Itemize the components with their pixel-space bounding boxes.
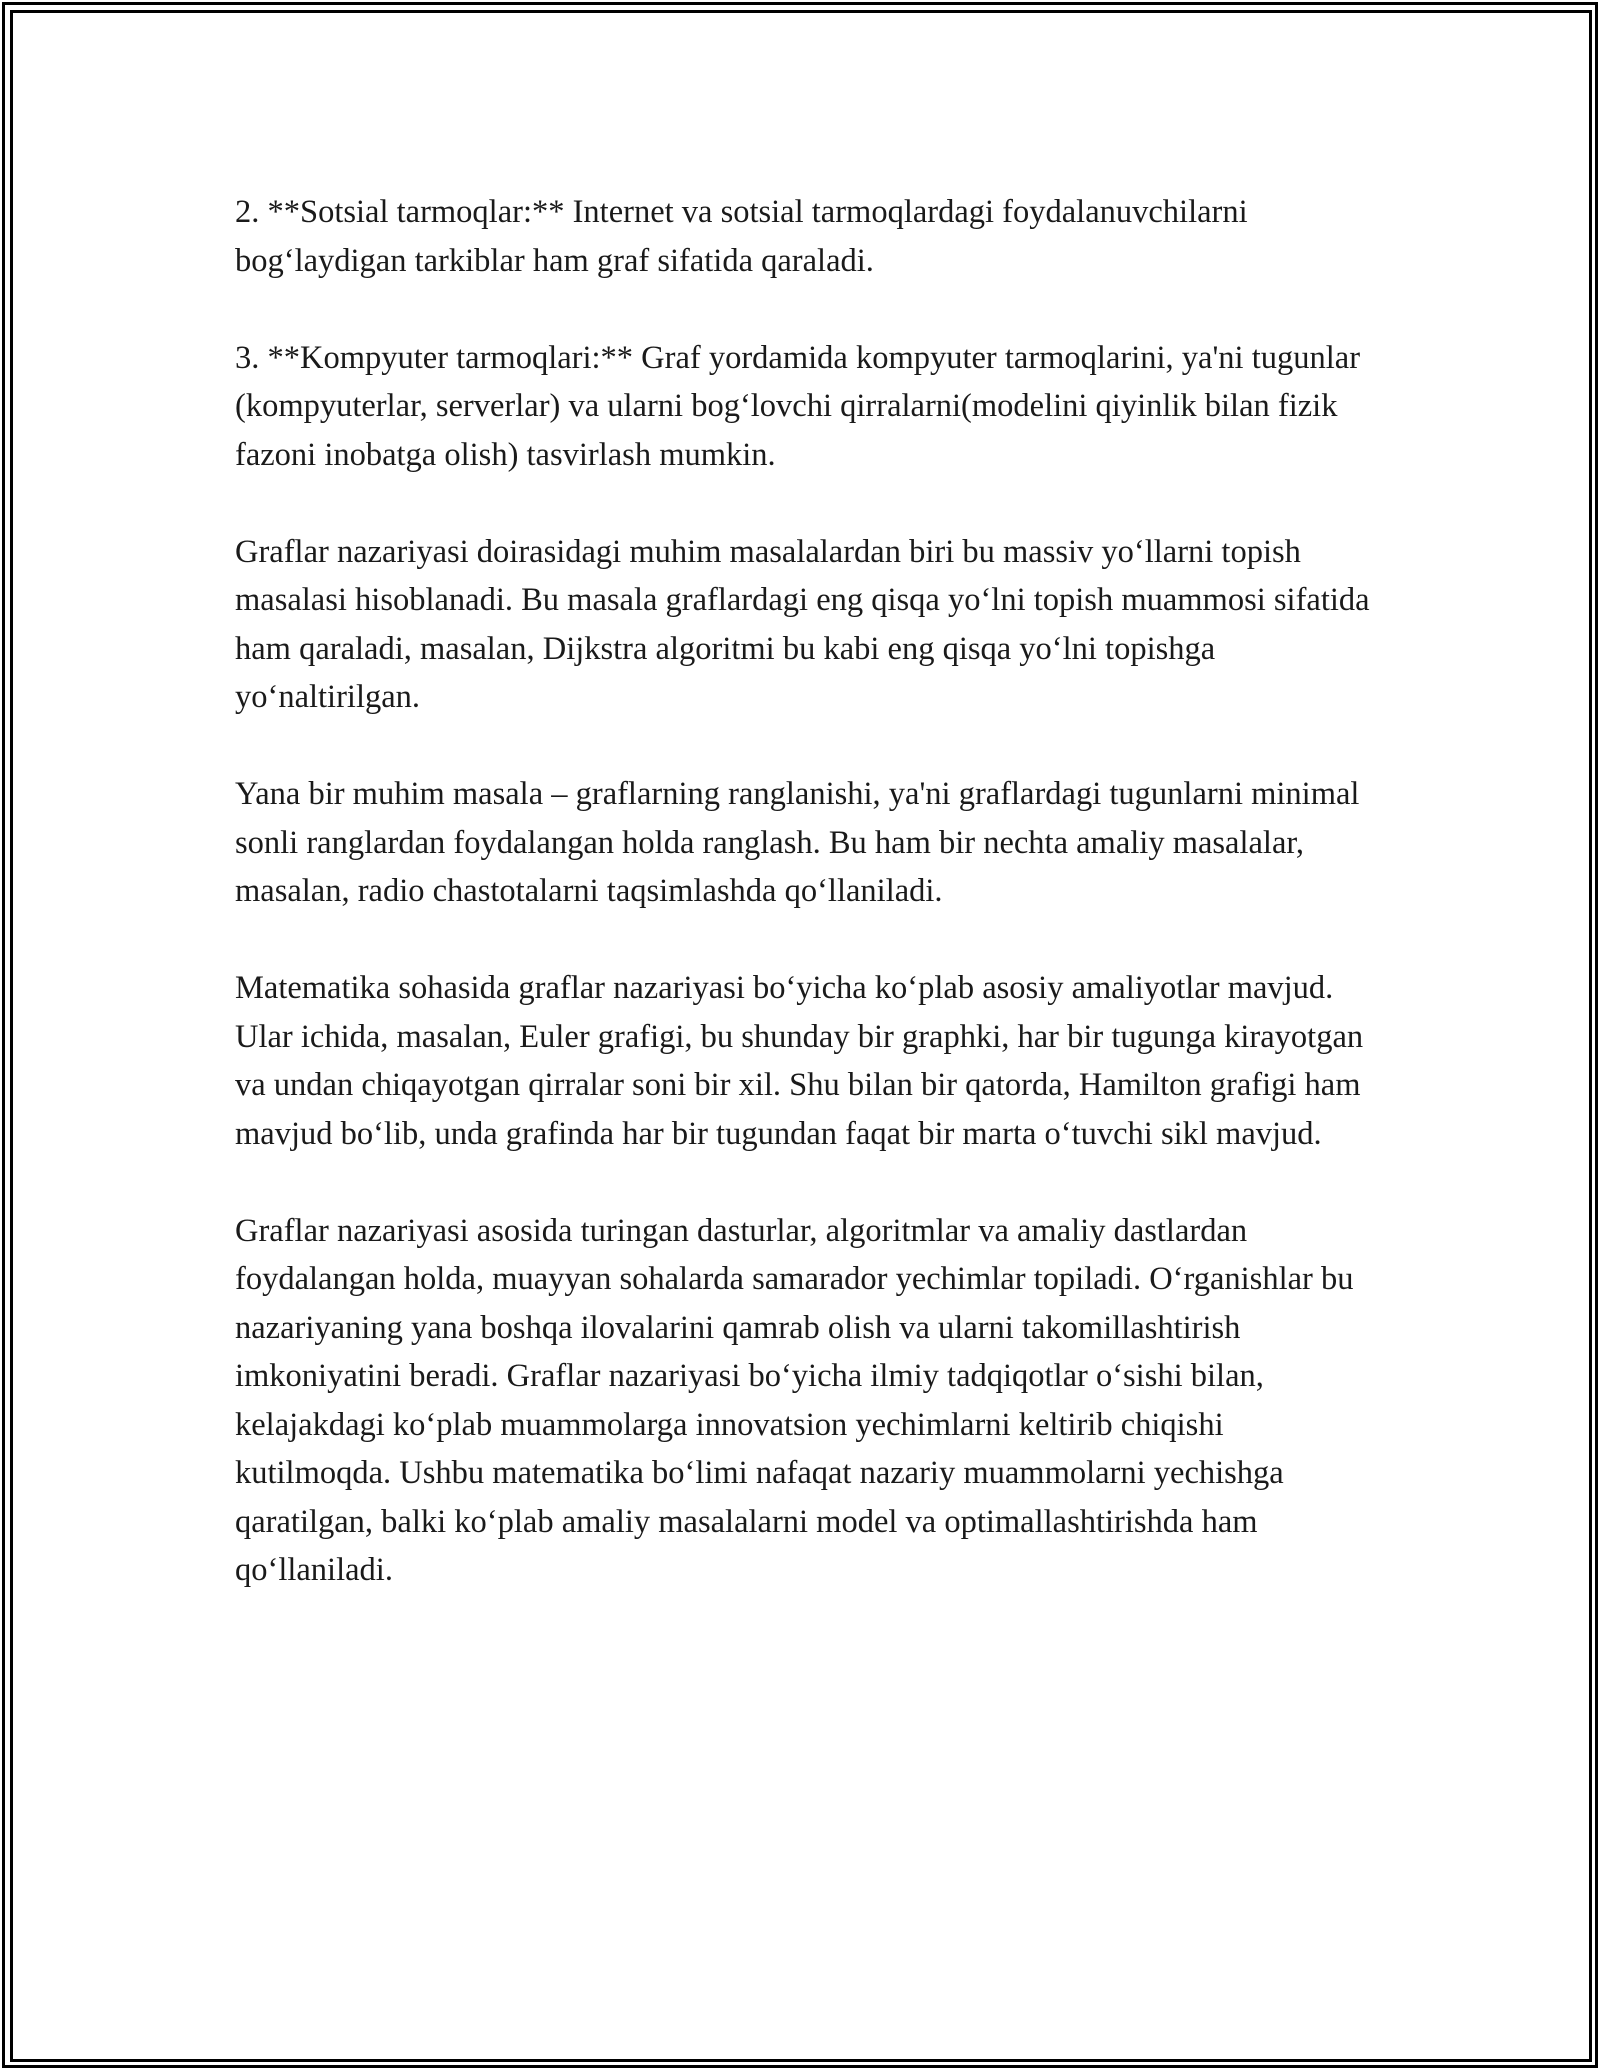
paragraph-social-networks: 2. **Sotsial tarmoqlar:** Internet va sotsial tarmoqlardagi foydalanuvchilarni bog‘laydigan tarkiblar ham graf sifatida qaraladi. [235, 194, 1248, 279]
document-body [235, 188, 1375, 1643]
paragraph-graph-coloring: Yana bir muhim masala – graflarning ranglanishi, ya'ni graflardagi tugunlarni minimal sonli ranglardan foydalangan holda ranglash. Bu ham bir nechta amaliy masalalar, masalan, radio chastotalarni taqsimlashda qo‘llaniladi. [235, 776, 1360, 909]
paragraph-shortest-path: Graflar nazariyasi doirasidagi muhim masalalardan biri bu massiv yo‘llarni topish masalasi hisoblanadi. Bu masala graflardagi eng qisqa yo‘lni topish muammosi sifatida ham qaraladi, masalan, Dijkstra algoritmi bu kabi eng qisqa yo‘lni topishga yo‘naltirilgan. [235, 533, 1370, 715]
paragraph-euler-hamilton: Matematika sohasida graflar nazariyasi bo‘yicha ko‘plab asosiy amaliyotlar mavjud. Ular ichida, masalan, Euler grafigi, bu shunday bir graphki, har bir tugunga kirayotgan va undan chiqayotgan qirralar soni bir xil. Shu bilan bir qatorda, Hamilton grafigi ham mavjud bo‘lib, unda grafinda har bir tugundan faqat bir marta o‘tuvchi sikl mavjud. [235, 970, 1364, 1152]
paragraph-computer-networks: 3. **Kompyuter tarmoqlari:** Graf yordamida kompyuter tarmoqlarini, ya'ni tugunlar (kompyuterlar, serverlar) va ularni bog‘lovchi qirralarni(modelini qiyinlik bilan fizik fazoni inobatga olish) tasvirlash mumkin. [235, 339, 1361, 473]
paragraph-applications: Graflar nazariyasi asosida turingan dasturlar, algoritmlar va amaliy dastlardan foydalangan holda, muayyan sohalarda samarador yechimlar topiladi. O‘rganishlar bu nazariyaning yana boshqa ilovalarini qamrab olish va ularni takomillashtirish imkoniyatini beradi. Graflar nazariyasi bo‘yicha ilmiy tadqiqotlar o‘sishi bilan, kelajakdagi ko‘plab muammolarga innovatsion yechimlarni keltirib chiqishi kutilmoqda. Ushbu matematika bo‘limi nafaqat nazariy muammolarni yechishga qaratilgan, balki ko‘plab amaliy masalalarni model va optimallashtirishda ham qo‘llaniladi. [235, 1212, 1354, 1588]
